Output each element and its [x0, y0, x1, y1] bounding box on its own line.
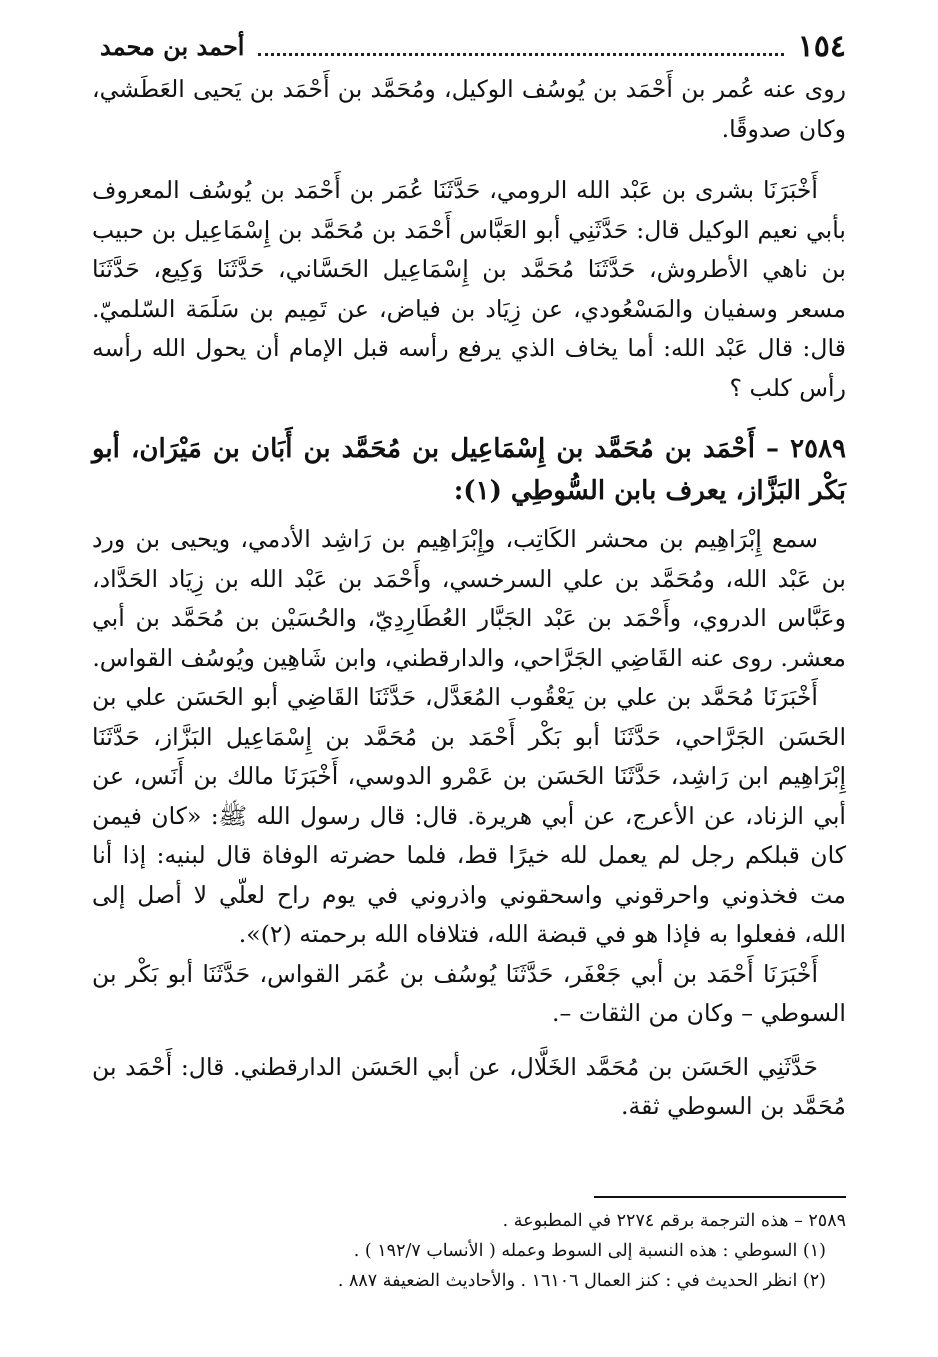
- footnote-entry-note: ٢٥٨٩ – هذه الترجمة برقم ٢٢٧٤ في المطبوعة .: [502, 1211, 846, 1231]
- header-dotted-leader: [258, 37, 783, 56]
- footnote-2: (٢) انظر الحديث في : كنز العمال ١٦١٠٦ . والأحاديث الضعيفة ٨٨٧ .: [337, 1271, 826, 1291]
- paragraph-hadith-3: أَخْبَرَنَا أَحْمَد بن أبي جَعْفَر، حَدَّثَنَا يُوسُف بن عُمَر القواس، حَدَّثَنَا أبو بَكْر بن السوطي – وكان من الثقات –.: [92, 959, 846, 1027]
- paragraph-narrators: روى عنه عُمر بن أَحْمَد بن يُوسُف الوكيل، ومُحَمَّد بن أَحْمَد بن يَحيى العَطَشي، وكان صدوقًا.: [92, 75, 846, 143]
- paragraph-hadith-chain-1: أَخْبَرَنَا بشرى بن عَبْد الله الرومي، حَدَّثَنَا عُمَر بن أَحْمَد بن يُوسُف المعروف بأبي نعيم الوكيل قال: حَدَّثَنِي أبو العَبَّاس أَحْمَد بن مُحَمَّد بن إِسْمَاعِيل بن حبيب بن ناهي الأطروش، حَدَّثَنَا مُحَمَّد بن إِسْمَاعِيل الحَسَّاني، حَدَّثَنَا وَكِيع، حَدَّثَنَا مسعر وسفيان والمَسْعُودي، عن زِيَاد بن فياض، عن تَمِيم بن سَلَمَة السّلميّ. قال: قال عَبْد الله: أما يخاف الذي يرفع رأسه قبل الإمام أن يحول الله رأسه رأس كلب ؟: [92, 176, 846, 402]
- paragraph-teachers: سمع إِبْرَاهِيم بن محشر الكَاتِب، وإِبْرَاهِيم بن رَاشِد الأدمي، ويحيى بن ورد بن عَبْد الله، ومُحَمَّد بن علي السرخسي، وأَحْمَد بن عَبْد الله بن زِيَاد الحَدَّاد، وعَبَّاس الدروي، وأَحْمَد بن عَبْد الجَبَّار العُطَارِدِيّ، والحُسَيْن بن مُحَمَّد بن أبي معشر. روى عنه القَاضِي الجَرَّاحي، والدارقطني، وابن شَاهِين ويُوسُف القواس.: [92, 525, 846, 672]
- entry-title: ٢٥٨٩ – أَحْمَد بن مُحَمَّد بن إِسْمَاعِيل بن مُحَمَّد بن أَبَان بن مَيْرَان، أبو بَكْر البَزَّاز، يعرف بابن السُّوطِي (١):: [92, 434, 846, 506]
- page-header: [100, 24, 846, 68]
- running-title: أحمد بن محمد: [100, 31, 245, 61]
- paragraph-grading: حَدَّثَنِي الحَسَن بن مُحَمَّد الخَلَّال، عن أبي الحَسَن الدارقطني. قال: أَحْمَد بن مُحَمَّد بن السوطي ثقة.: [92, 1052, 846, 1120]
- footnotes: [92, 1206, 846, 1296]
- page-body: [92, 70, 846, 1127]
- paragraph-hadith-2: أَخْبَرَنَا مُحَمَّد بن علي بن يَعْقُوب المُعَدَّل، حَدَّثَنَا القَاضِي أبو الحَسَن علي بن الحَسَن الجَرَّاحي، حَدَّثَنَا أبو بَكْر أَحْمَد بن مُحَمَّد بن إِسْمَاعِيل البَزَّاز، حَدَّثَنَا إِبْرَاهِيم ابن رَاشِد، حَدَّثَنَا الحَسَن بن عَمْرو الدوسي، أَخْبَرَنَا مالك بن أَنَس، عن أبي الزناد، عن الأعرج، عن أبي هريرة. قال: قال رسول الله ﷺ: «كان فيمن كان قبلكم رجل لم يعمل لله خيرًا قط، فلما حضرته الوفاة قال لبنيه: إذا أنا مت فخذوني واحرقوني واسحقوني واذروني في يوم راح لعلّي لا أصل إلى الله، ففعلوا به فإذا هو في قبضة الله، فتلافاه الله برحمته (٢)».: [92, 683, 846, 948]
- page-number: ١٥٤: [797, 28, 846, 64]
- footnote-divider: [594, 1196, 846, 1198]
- footnote-1: (١) السوطي : هذه النسبة إلى السوط وعمله ( الأنساب ١٩٢/٧ ) .: [353, 1241, 826, 1261]
